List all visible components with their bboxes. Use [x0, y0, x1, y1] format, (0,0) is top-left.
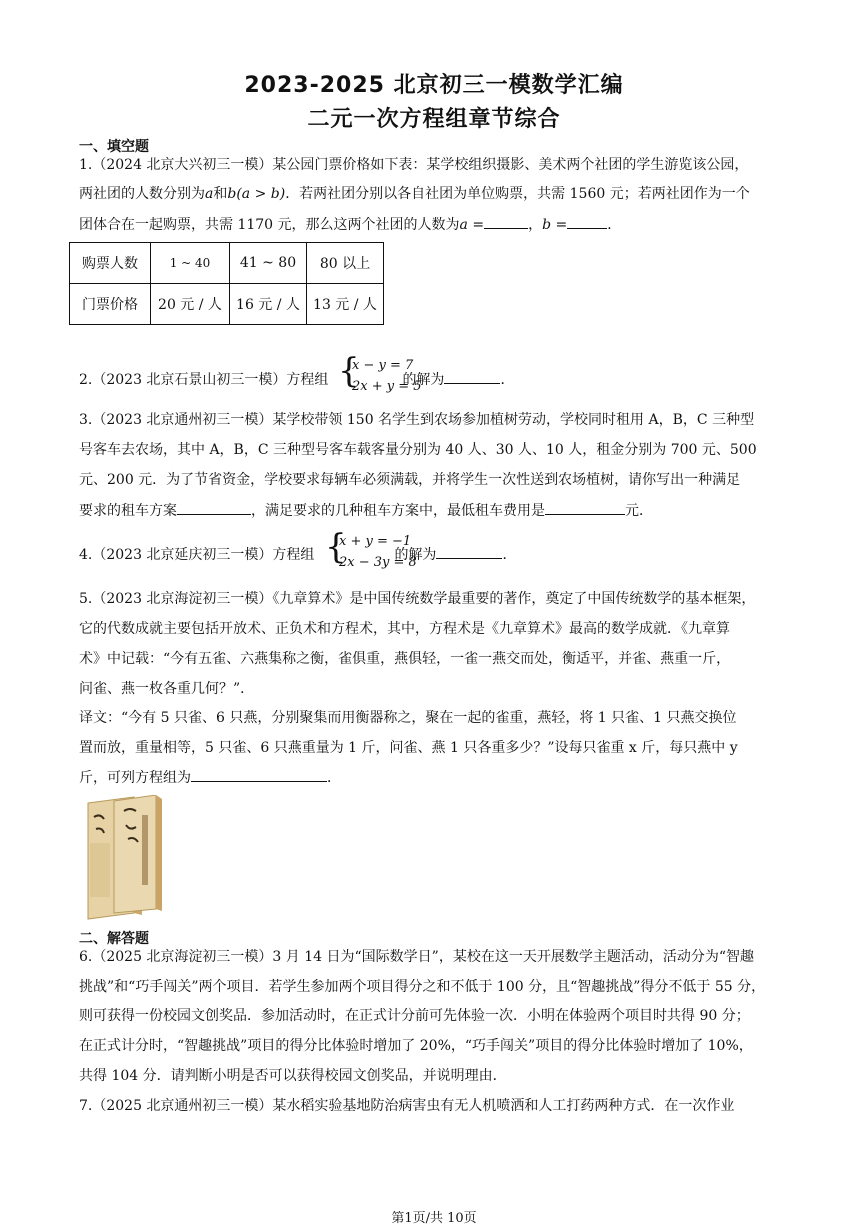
q6-line3: 则可获得一份校园文创奖品．参加活动时，在正式计分前可先体验一次．小明在体验两个项目时共得 90 分；: [79, 1008, 750, 1024]
ticket-price-table: [69, 242, 384, 325]
q5-line2: 它的代数成就主要包括开放术、正负术和方程术，其中，方程术是《九章算术》最高的数学成就．《九章算: [79, 621, 730, 637]
q2-equation-1: x − y = 7: [352, 358, 414, 373]
q5-line4: 问雀、燕一枚各重几何？”．: [79, 681, 255, 697]
table-row: [70, 243, 384, 284]
table-cell: 购票人数: [70, 243, 151, 284]
section-heading-solution: 二、解答题: [79, 931, 149, 947]
table-cell: 80 以上: [307, 243, 384, 284]
answer-blank-q3-plan[interactable]: [177, 500, 251, 515]
q6-line4: 在正式计分时，“智趣挑战”项目的得分比体验时增加了 20%，“巧手闯关”项目的得分比体验时增加了 10%，: [79, 1038, 753, 1054]
brace-icon: {: [325, 527, 347, 567]
document-title-line1: 2023-2025 北京初三一模数学汇编: [244, 73, 624, 98]
q3-line2: 号客车去农场，其中 A，B，C 三种型号客车载客量分别为 40 人、30 人、10 人，租金分别为 700 元、500: [79, 442, 757, 458]
table-cell: 16 元 / 人: [230, 284, 307, 325]
q6-line1: 6.（2025 北京海淀初三一模）3 月 14 日为“国际数学日”，某校在这一天开展数学主题活动，活动分为“智趣: [79, 949, 754, 965]
q4-line: 4.（2023 北京延庆初三一模）方程组 的解为 ．: [79, 544, 516, 565]
table-cell: 门票价格: [70, 284, 151, 325]
q5-line5: 译文：“今有 5 只雀、6 只燕，分别聚集而用衡器称之，聚在一起的雀重，燕轻，将 1 只雀、1 只燕交换位: [79, 710, 737, 726]
table-cell: 13 元 / 人: [307, 284, 384, 325]
document-title-line2: 二元一次方程组章节综合: [307, 107, 561, 132]
q6-line2: 挑战”和“巧手闯关”两个项目．若学生参加两个项目得分之和不低于 100 分，且“智趣挑战”得分不低于 55 分，: [79, 979, 766, 995]
q1-line1: 1.（2024 北京大兴初三一模）某公园门票价格如下表：某学校组织摄影、美术两个社团的学生游览该公园，: [79, 157, 749, 173]
q2-equation-2: 2x + y = 5: [352, 379, 422, 394]
table-cell: 1 ~ 40: [151, 243, 230, 284]
answer-blank-q4[interactable]: [436, 544, 502, 559]
page-number: 第1页/共 10页: [391, 1211, 477, 1226]
q5-line7: 斤，可列方程组为 ．: [79, 767, 341, 788]
jiuzhang-suanshu-book-image: [84, 795, 164, 920]
q4-equation-1: x + y = −1: [339, 534, 412, 549]
section-heading-fill-blank: 一、填空题: [79, 139, 149, 155]
q3-line3: 元、200 元．为了节省资金，学校要求每辆车必须满载，并将学生一次性送到农场植树，请你写出一种满足: [79, 472, 741, 488]
table-cell: 41 ~ 80: [230, 243, 307, 284]
q5-line3: 术》中记载：“今有五雀、六燕集称之衡，雀俱重，燕俱轻，一雀一燕交而处，衡适平，并雀、燕重一斤，: [79, 651, 731, 667]
brace-icon: {: [338, 351, 360, 391]
q1-line2: 两社团的人数分别为a和b(a > b)．若两社团分别以各自社团为单位购票，共需 1560 元；若两社团作为一个: [79, 186, 750, 202]
answer-blank-a[interactable]: [484, 214, 528, 229]
table-cell: 20 元 / 人: [151, 284, 230, 325]
answer-blank-b[interactable]: [567, 214, 607, 229]
q5-line1: 5.（2023 北京海淀初三一模）《九章算术》是中国传统数学最重要的著作，奠定了中国传统数学的基本框架，: [79, 591, 756, 607]
q7-line1: 7.（2025 北京通州初三一模）某水稻实验基地防治病害虫有无人机喷洒和人工打药两种方式．在一次作业: [79, 1098, 735, 1114]
q4-equation-2: 2x − 3y = 8: [339, 555, 417, 570]
answer-blank-q2[interactable]: [444, 369, 500, 384]
q3-line1: 3.（2023 北京通州初三一模）某学校带领 150 名学生到农场参加植树劳动，学校同时租用 A，B，C 三种型: [79, 412, 755, 428]
answer-blank-q5[interactable]: [191, 767, 327, 782]
q2-line: 2.（2023 北京石景山初三一模）方程组 的解为 ．: [79, 369, 514, 390]
table-row: [70, 284, 384, 325]
answer-blank-q3-cost[interactable]: [545, 500, 625, 515]
q3-line4: 要求的租车方案 ，满足要求的几种租车方案中，最低租车费用是 元．: [79, 500, 653, 521]
q1-line3: 团体合在一起购票，共需 1170 元，那么这两个社团的人数为a = ，b = ．: [79, 214, 621, 235]
q6-line5: 共得 104 分．请判断小明是否可以获得校园文创奖品，并说明理由．: [79, 1068, 507, 1084]
q5-line6: 置而放，重量相等，5 只雀、6 只燕重量为 1 斤，问雀、燕 1 只各重多少？”设每只雀重 x 斤，每只燕中 y: [79, 740, 738, 756]
